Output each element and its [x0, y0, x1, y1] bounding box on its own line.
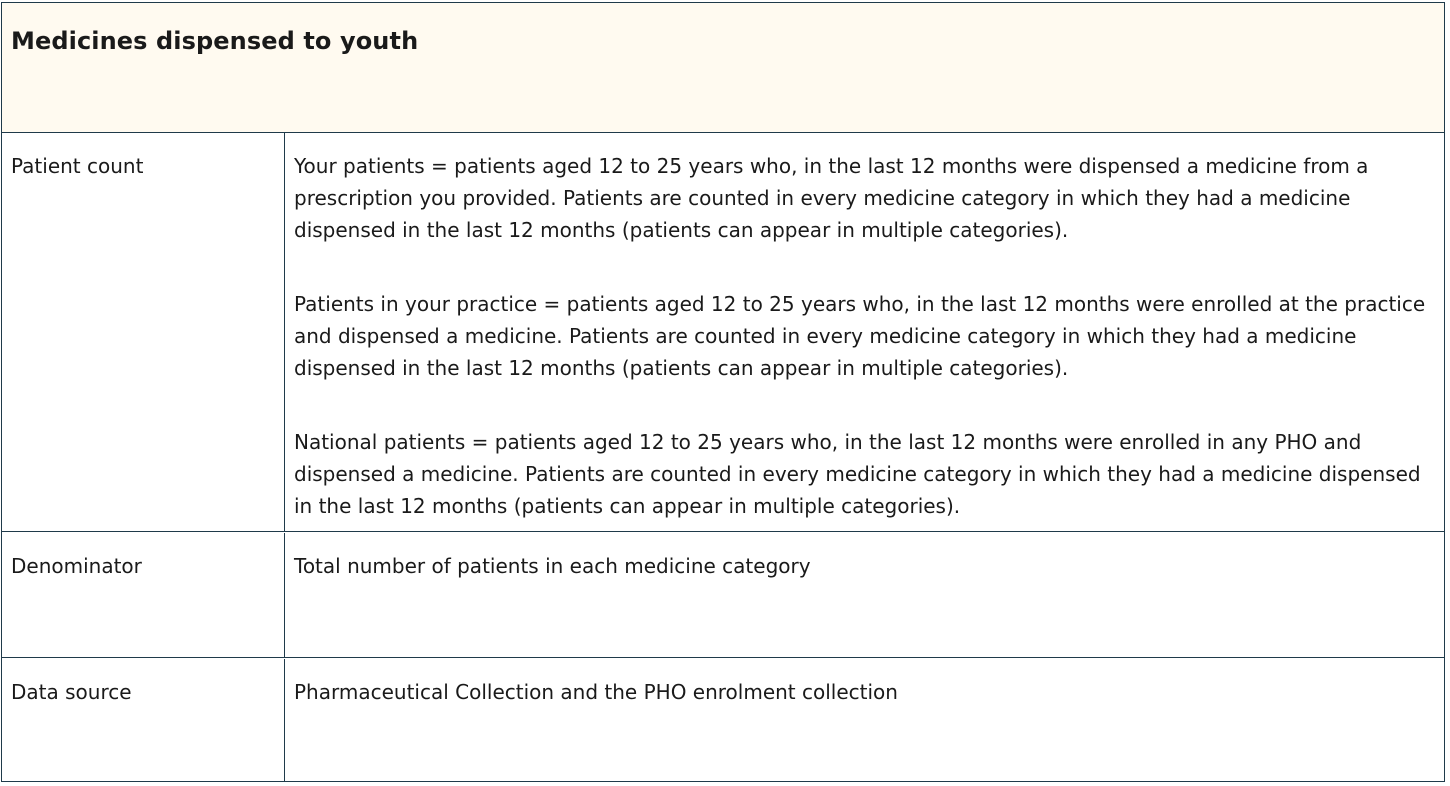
practice-patients-definition: Patients in your practice = patients aged 12 to 25 years who, in the last 12 months were enrolled at the practice and dispensed a medicine. Patients are counted in every medicine category in which they had a medicine dispensed in the last 12 months (patients can appear in multiple categories).: [294, 292, 1426, 380]
table-row-denominator: [2, 533, 1444, 658]
data-source-definition: Pharmaceutical Collection and the PHO enrolment collection: [294, 680, 898, 704]
denominator-definition: Total number of patients in each medicine category: [294, 554, 811, 578]
definition-table: [1, 2, 1445, 782]
table-title: Medicines dispensed to youth: [11, 27, 419, 55]
row-label: Denominator: [11, 554, 142, 578]
row-value: [294, 550, 1434, 582]
table-header: [2, 3, 1444, 133]
row-label-cell: [2, 133, 285, 531]
national-patients-definition: National patients = patients aged 12 to 25 years who, in the last 12 months were enrolled in any PHO and dispensed a medicine. Patients are counted in every medicine category in which they had a medicine dispensed in the last 12 months (patients can appear in multiple categories).: [294, 430, 1421, 518]
row-value-cell: [286, 133, 1444, 531]
row-label-cell: [2, 659, 285, 781]
row-label: Data source: [11, 680, 132, 704]
row-value: [294, 676, 1434, 708]
row-label: Patient count: [11, 154, 144, 178]
row-value-cell: [286, 533, 1444, 657]
row-value-cell: [286, 659, 1444, 781]
your-patients-definition: Your patients = patients aged 12 to 25 years who, in the last 12 months were dispensed a medicine from a prescription you provided. Patients are counted in every medicine category in which they had a medicine dispensed in the last 12 months (patients can appear in multiple categories).: [294, 154, 1369, 242]
table-row-data-source: [2, 659, 1444, 781]
row-label-cell: [2, 533, 285, 657]
table-row-patient-count: [2, 133, 1444, 532]
row-value: [294, 150, 1434, 522]
